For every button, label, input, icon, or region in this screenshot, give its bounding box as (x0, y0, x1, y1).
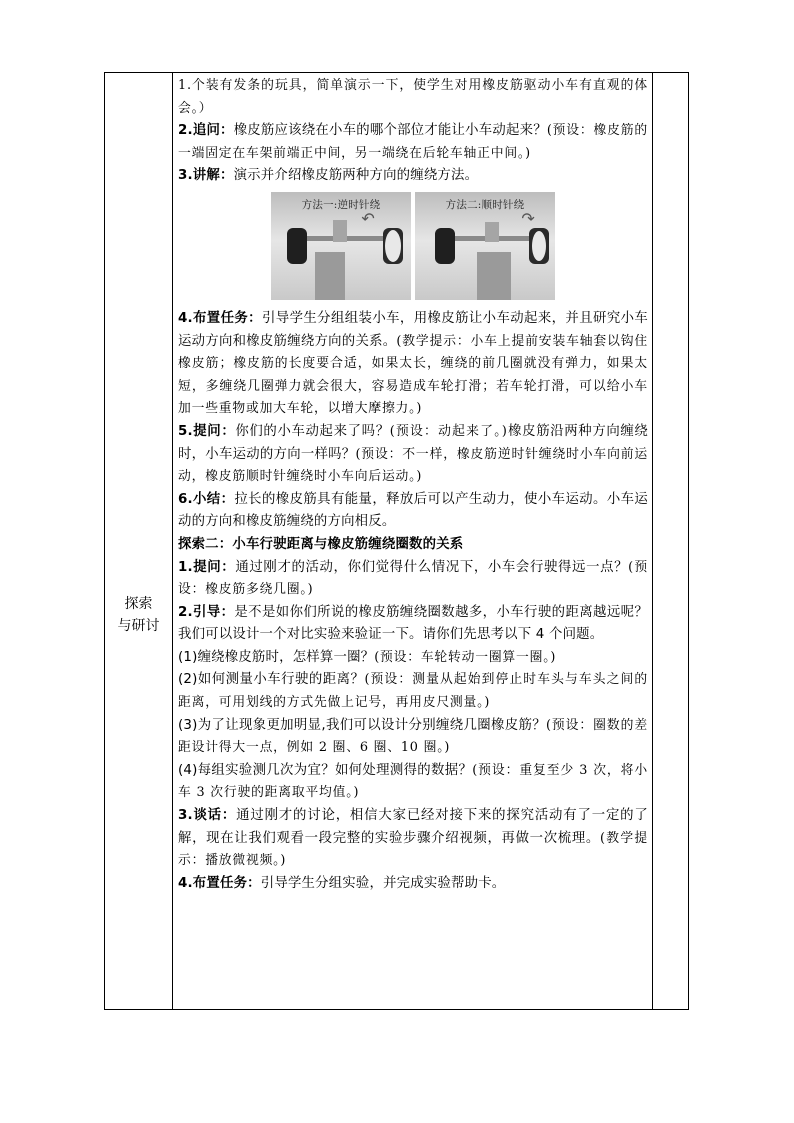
photo-caption-2: 方法二:顺时针绕 (445, 198, 525, 211)
p5-text-a: 你们的小车动起来了吗？ (235, 423, 390, 439)
s3-text: (3)为了让现象更加明显,我们可以设计分别缠绕几圈橡皮筋？ (178, 717, 546, 733)
q4-head: 4.布置任务： (178, 875, 261, 891)
content-cell (178, 75, 648, 895)
p4-text: 引导学生分组组装小车，用橡皮筋让小车动起来，并且研究小车运动方向和橡皮筋缠绕方向的关系。 (178, 310, 648, 349)
q3-note: (教学提示：播放微视频。) (178, 830, 648, 869)
paragraph-2 (178, 120, 648, 165)
paragraph-q4 (178, 873, 648, 896)
p5-note-a: (预设：动起来了。) (389, 423, 508, 439)
paragraph-1 (178, 75, 648, 120)
p2-head: 2.追问： (178, 123, 234, 139)
photo-counterclockwise (271, 192, 411, 300)
p2-note: (预设：橡皮筋的一端固定在车架前端正中间，另一端绕在后轮车轴正中间。) (178, 123, 648, 161)
section-2-title: 探索二：小车行驶距离与橡皮筋缠绕圈数的关系 (178, 536, 464, 552)
column-divider-left (172, 73, 173, 1009)
sub-question-4 (178, 760, 648, 805)
lesson-table (104, 72, 689, 1010)
s2-note: (预设：测量从起始到停止时车头与车头之间的距离，可用划线的方式先做上记号，再用皮尺测量。) (178, 672, 649, 711)
row-label (105, 593, 172, 637)
q2-head: 2.引导： (178, 604, 235, 620)
paragraph-q2 (178, 602, 648, 647)
paragraph-3 (178, 165, 648, 188)
p4-note: (教学提示：小车上提前安装车轴套以钩住橡皮筋；橡皮筋的长度要合适，如果太长，缠绕的前几圈就没有弹力，如果太短，多缠绕几圈弹力就会很大，容易造成车轮打滑；若车轮打滑，可以给小车加一些重物或加大车轮，以增大摩擦力。) (178, 333, 648, 417)
p6-head: 6.小结： (178, 491, 235, 507)
paragraph-4 (178, 308, 648, 421)
p1-text: 1.个装有发条的玩具，简单演示一下，使学生对用橡皮筋驱动小车有直观的体会。） (178, 78, 648, 116)
q1-text: 通过刚才的活动，你们觉得什么情况下，小车会行驶得远一点？ (235, 559, 629, 575)
s1-text: (1)缠绕橡皮筋时，怎样算一圈？ (178, 649, 375, 665)
p5-note-b: (预设：不一样，橡皮筋逆时针缠绕时小车向前运动，橡皮筋顺时针缠绕时小车向后运动。) (178, 446, 648, 485)
winding-photos (178, 192, 648, 302)
p2-text: 橡皮筋应该绕在小车的哪个部位才能让小车动起来？ (233, 123, 547, 139)
row-label-line2: 与研讨 (117, 618, 160, 634)
clockwise-arrow-icon: ↷ (521, 208, 535, 228)
p3-text: 演示并介绍橡皮筋两种方向的缠绕方法。 (233, 168, 479, 184)
paragraph-5 (178, 421, 648, 489)
p5-head: 5.提问： (178, 423, 236, 439)
column-divider-right (652, 73, 653, 1009)
s4-text: (4)每组实验测几次为宜？如何处理测得的数据？ (178, 762, 473, 778)
sub-question-1 (178, 647, 648, 670)
p4-head: 4.布置任务： (178, 310, 262, 326)
paragraph-q3 (178, 805, 648, 873)
paragraph-q1 (178, 557, 648, 602)
paragraph-6 (178, 489, 648, 534)
q3-head: 3.谈话： (178, 808, 237, 824)
q1-note: (预设：橡皮筋多绕几圈。) (178, 559, 649, 598)
q3-text: 通过刚才的讨论，相信大家已经对接下来的探究活动有了一定的了解，现在让我们观看一段完整的实验步骤介绍视频，再做一次梳理。 (178, 808, 648, 846)
sub-question-2 (178, 669, 648, 714)
counterclockwise-arrow-icon: ↶ (361, 208, 375, 228)
q1-head: 1.提问： (178, 559, 236, 575)
s4-note: (预设：重复至少 3 次，将小车 3 次行驶的距离取平均值。) (178, 762, 648, 801)
photo-clockwise (415, 192, 555, 300)
s2-text: (2)如何测量小车行驶的距离？ (178, 672, 365, 688)
sub-question-3 (178, 715, 648, 760)
s1-note: (预设：车轮转动一圈算一圈。) (374, 649, 557, 665)
p5-text-b: 橡皮筋沿两种方向缠绕时，小车运动的方向一样吗？ (178, 423, 649, 462)
q2-text: 是不是如你们所说的橡皮筋缠绕圈数越多，小车行驶的距离越远呢？我们可以设计一个对比实验来验证一下。请你们先思考以下 4 个问题。 (178, 604, 648, 643)
section-2-heading (178, 534, 648, 557)
p3-head: 3.讲解： (178, 168, 234, 184)
s3-note: (预设：圈数的差距设计得大一点，例如 2 圈、6 圈、10 圈。) (178, 717, 648, 756)
q4-text: 引导学生分组实验，并完成实验帮助卡。 (260, 875, 506, 891)
p6-text: 拉长的橡皮筋具有能量，释放后可以产生动力，使小车运动。小车运动的方向和橡皮筋缠绕的方向相反。 (178, 491, 648, 530)
photo-caption-1: 方法一:逆时针绕 (301, 198, 381, 211)
row-label-line1: 探索 (124, 596, 153, 612)
